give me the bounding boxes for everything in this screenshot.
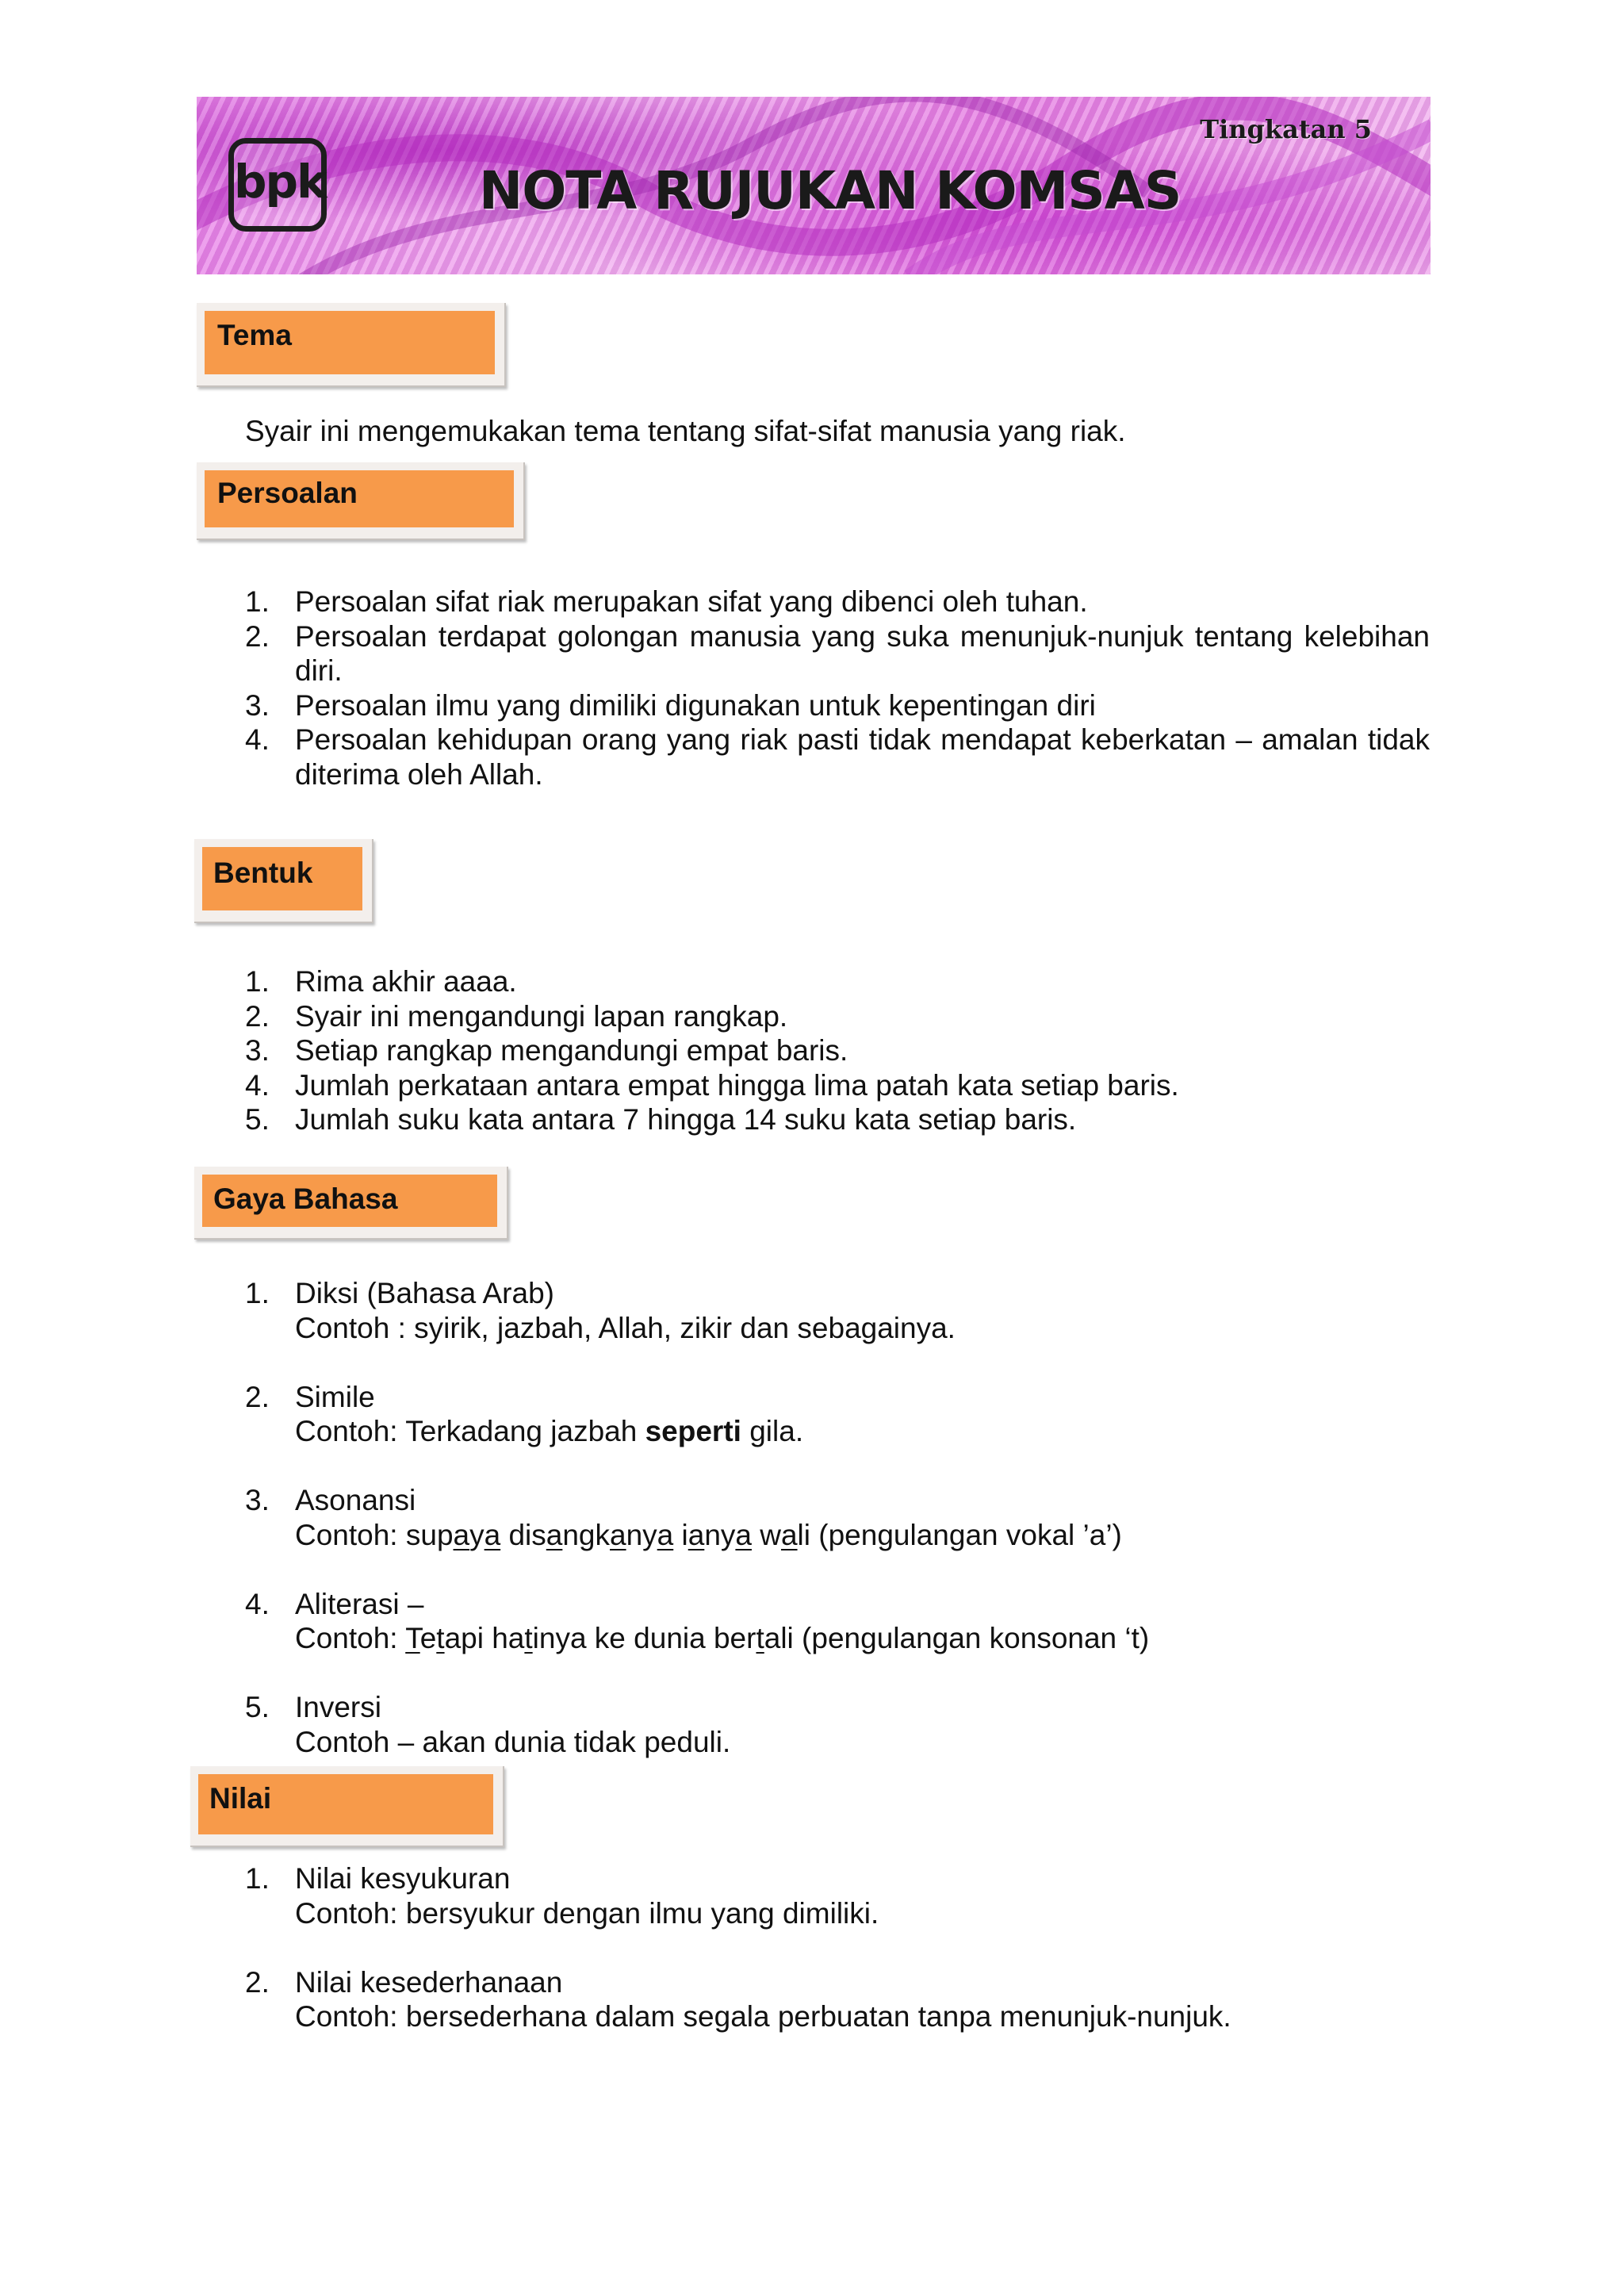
list-item: 3. Persoalan ilmu yang dimiliki digunakan untuk kepentingan diri [245,688,1096,722]
gaya-item-example: Contoh – akan dunia tidak peduli. [295,1725,731,1758]
persoalan-list [245,585,1430,792]
gaya-item-title: Aliterasi – [295,1587,424,1620]
section-heading-tema [197,303,506,387]
gaya-bahasa-list [245,1276,1430,1759]
list-item: 1. Diksi (Bahasa Arab) Contoh : syirik, jazbah, Allah, zikir dan sebagainya. [245,1276,1430,1345]
gaya-item-title: Inversi [295,1691,381,1723]
list-item: 5. Inversi Contoh – akan dunia tidak peduli. [245,1690,1430,1759]
section-heading-label: Bentuk [213,857,313,889]
section-heading-bentuk [194,839,373,923]
header-banner [197,97,1431,274]
level-label: Tingkatan 5 [1200,114,1372,144]
list-item: 4. Aliterasi – Contoh: Tetapi hatinya ke dunia bertali (pengulangan konsonan ‘t) [245,1587,1430,1656]
list-item: 2. Syair ini mengandungi lapan rangkap. [245,999,788,1033]
tema-text: Syair ini mengemukakan tema tentang sifat-sifat manusia yang riak. [245,415,1126,447]
nilai-item-example: Contoh: bersyukur dengan ilmu yang dimiliki. [295,1896,879,1930]
list-item: 5. Jumlah suku kata antara 7 hingga 14 suku kata setiap baris. [245,1103,1077,1136]
gaya-item-example: Contoh: Terkadang jazbah seperti gila. [295,1415,804,1447]
section-heading-label: Persoalan [217,477,358,509]
bentuk-list [245,964,1430,1137]
banner-title: NOTA RUJUKAN KOMSAS [479,160,1182,221]
gaya-item-title: Diksi (Bahasa Arab) [295,1277,554,1309]
nilai-list [245,1861,1430,2034]
section-heading-nilai [190,1766,504,1847]
gaya-item-example: Contoh : syirik, jazbah, Allah, zikir dan sebagainya. [295,1311,956,1344]
list-item: 1. Rima akhir aaaa. [245,965,517,998]
list-item: 1. Nilai kesyukuran Contoh: bersyukur dengan ilmu yang dimiliki. [245,1861,1430,1930]
nilai-item-title: Nilai kesederhanaan [295,1965,563,1999]
list-item: 3. Asonansi Contoh: supaya disangkanya ianya wali (pengulangan vokal ’a’) [245,1483,1430,1552]
list-item: 2. Nilai kesederhanaan Contoh: bersederhana dalam segala perbuatan tanpa menunjuk-nunjuk. [245,1965,1430,2034]
section-heading-label: Tema [217,319,292,351]
gaya-item-example: Contoh: Tetapi hatinya ke dunia bertali (pengulangan konsonan ‘t) [295,1622,1150,1654]
bpk-logo-text: bpk [234,155,326,209]
list-item: 4. Jumlah perkataan antara empat hingga lima patah kata setiap baris. [245,1068,1179,1102]
gaya-item-example: Contoh: supaya disangkanya ianya wali (pengulangan vokal ’a’) [295,1518,1122,1551]
list-item: 4. Persoalan kehidupan orang yang riak pasti tidak mendapat keberkatan – amalan tidak diterima oleh Allah. [245,723,1430,791]
section-heading-label: Gaya Bahasa [213,1182,398,1215]
gaya-item-title: Asonansi [295,1484,416,1516]
list-item: 3. Setiap rangkap mengandungi empat baris. [245,1034,848,1067]
nilai-item-title: Nilai kesyukuran [295,1862,511,1895]
list-item: 1. Persoalan sifat riak merupakan sifat yang dibenci oleh tuhan. [245,585,1088,618]
list-item: 2. Persoalan terdapat golongan manusia yang suka menunjuk-nunjuk tentang kelebihan diri. [245,619,1430,687]
section-heading-gaya-bahasa [194,1167,508,1240]
section-heading-persoalan [197,462,525,540]
bpk-logo [228,138,327,232]
section-heading-label: Nilai [209,1782,272,1815]
gaya-item-title: Simile [295,1380,375,1413]
list-item: 2. Simile Contoh: Terkadang jazbah seperti gila. [245,1380,1430,1449]
nilai-item-example: Contoh: bersederhana dalam segala perbuatan tanpa menunjuk-nunjuk. [295,2000,1231,2033]
